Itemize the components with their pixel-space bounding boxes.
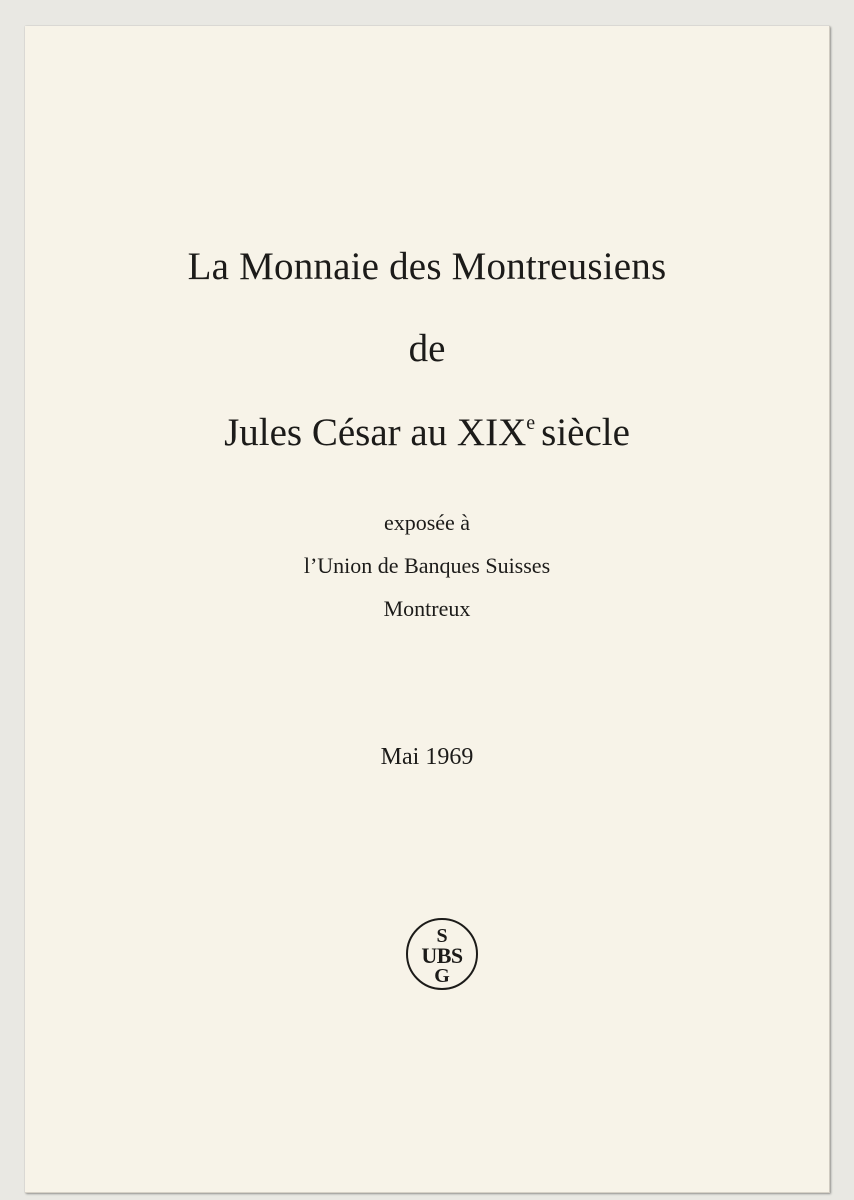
title-line-1: La Monnaie des Montreusiens <box>187 245 667 288</box>
logo-letter-middle: UBS <box>421 943 463 968</box>
document-page <box>25 26 830 1193</box>
title-superscript: e <box>526 412 536 434</box>
publication-date: Mai 1969 <box>380 744 474 770</box>
logo-letter-top: S <box>436 925 448 947</box>
logo-letter-bottom: G <box>434 965 450 987</box>
title-line-3 <box>25 410 829 455</box>
subtitle-line-3: Montreux <box>383 596 471 621</box>
subtitle-line-1: exposée à <box>383 510 471 535</box>
title-line-2: de <box>408 327 446 370</box>
title-line-3-main: Jules César au XIX <box>224 411 527 454</box>
subtitle-line-2: l’Union de Banques Suisses <box>303 553 551 578</box>
title-line-3-end: siècle <box>541 411 630 454</box>
ubs-logo <box>406 918 478 990</box>
